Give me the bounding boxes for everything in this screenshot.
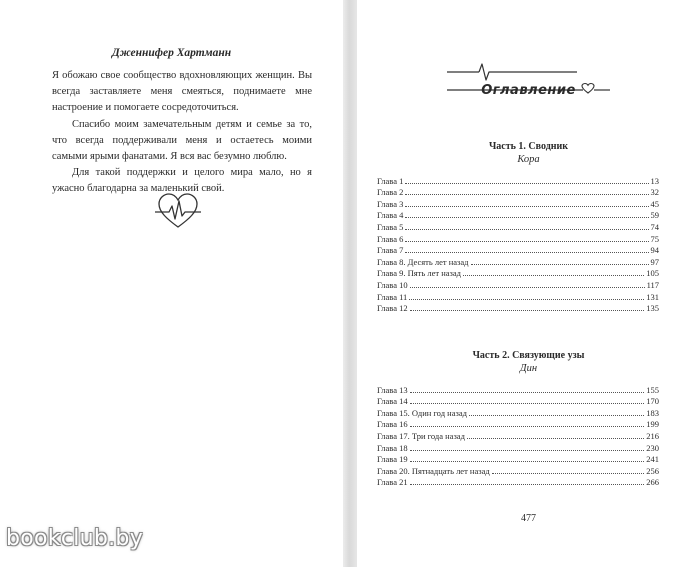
toc-dot-leader xyxy=(405,194,648,195)
toc-entry xyxy=(377,256,659,268)
toc-entry-page: 155 xyxy=(646,384,659,395)
toc-entry-page: 117 xyxy=(646,279,659,290)
toc-dot-leader xyxy=(467,438,644,439)
toc-dot-leader xyxy=(410,310,645,311)
toc-dot-leader xyxy=(410,484,645,485)
toc-entry-label: Глава 4 xyxy=(377,210,404,221)
toc-entry-page: 13 xyxy=(650,175,659,186)
dedication-paragraph: Спасибо моим замечательным детям и семье за то, что всегда поддерживали меня и остаетесь моими самыми ярыми фанатами. Я вся вас безумно люблю. xyxy=(52,118,312,163)
toc-dot-leader xyxy=(405,217,648,218)
toc-entry xyxy=(377,442,659,454)
toc-dot-leader xyxy=(410,426,645,427)
toc-entry-label: Глава 2 xyxy=(377,187,404,198)
toc-dot-leader xyxy=(405,229,648,230)
toc-entry-page: 241 xyxy=(646,454,659,465)
book-gutter xyxy=(343,0,357,567)
toc-entry-label: Глава 14 xyxy=(377,396,408,407)
toc-entry-label: Глава 3 xyxy=(377,198,404,209)
toc-entry xyxy=(377,465,659,477)
toc-entry xyxy=(377,233,659,245)
toc-entry-page: 131 xyxy=(646,291,659,302)
toc-entry xyxy=(377,268,659,280)
toc-entry xyxy=(377,407,659,419)
toc-entry-label: Глава 11 xyxy=(377,291,408,302)
toc-entry-page: 170 xyxy=(646,396,659,407)
toc-entry-label: Глава 18 xyxy=(377,442,408,453)
toc-dot-leader xyxy=(410,403,645,404)
toc-entry xyxy=(377,198,659,210)
part-1-subtitle: Кора xyxy=(517,154,540,165)
toc-entry-label: Глава 21 xyxy=(377,477,408,488)
dedication-paragraph: Я обожаю свое сообщество вдохновляющих женщин. Вы всегда заставляете меня смеяться, поднимаете мне настроение и помогаете сосредоточиться. xyxy=(52,70,312,114)
left-page xyxy=(0,0,343,567)
toc-list-part-2 xyxy=(377,384,659,488)
toc-entry-label: Глава 16 xyxy=(377,419,408,430)
toc-entry-label: Глава 19 xyxy=(377,454,408,465)
toc-entry-label: Глава 10 xyxy=(377,279,408,290)
toc-entry-page: 183 xyxy=(646,407,659,418)
toc-entry-page: 216 xyxy=(646,430,659,441)
bookclub-watermark: bookclub.by xyxy=(6,526,144,551)
toc-entry xyxy=(377,245,659,257)
toc-entry-page: 94 xyxy=(650,245,659,256)
part-2-subtitle: Дин xyxy=(519,363,538,374)
toc-dot-leader xyxy=(471,264,649,265)
toc-entry-label: Глава 12 xyxy=(377,303,408,314)
toc-entry-page: 105 xyxy=(646,268,659,279)
toc-entry xyxy=(377,210,659,222)
toc-entry-page: 59 xyxy=(650,210,659,221)
toc-entry-page: 75 xyxy=(650,233,659,244)
toc-entry xyxy=(377,396,659,408)
toc-dot-leader xyxy=(463,275,644,276)
toc-list-part-1 xyxy=(377,175,659,314)
toc-entry-page: 230 xyxy=(646,442,659,453)
toc-dot-leader xyxy=(410,450,645,451)
page-number: 477 xyxy=(521,513,536,524)
toc-entry-label: Глава 7 xyxy=(377,245,404,256)
toc-dot-leader xyxy=(405,252,648,253)
toc-entry xyxy=(377,430,659,442)
right-page xyxy=(357,0,700,567)
toc-dot-leader xyxy=(492,473,645,474)
toc-entry-label: Глава 5 xyxy=(377,221,404,232)
toc-entry xyxy=(377,419,659,431)
toc-entry xyxy=(377,384,659,396)
toc-entry-label: Глава 15. Один год назад xyxy=(377,407,467,418)
part-2-title: Часть 2. Связующие узы xyxy=(472,350,585,361)
toc-entry xyxy=(377,454,659,466)
toc-dot-leader xyxy=(409,299,644,300)
toc-entry xyxy=(377,477,659,489)
toc-entry-page: 266 xyxy=(646,477,659,488)
toc-dot-leader xyxy=(405,183,648,184)
toc-entry xyxy=(377,221,659,233)
toc-dot-leader xyxy=(410,287,645,288)
toc-entry xyxy=(377,187,659,199)
part-1-title: Часть 1. Сводник xyxy=(488,141,569,152)
toc-entry xyxy=(377,279,659,291)
toc-dot-leader xyxy=(405,206,648,207)
toc-entry-label: Глава 20. Пятнадцать лет назад xyxy=(377,465,490,476)
toc-entry-page: 135 xyxy=(646,303,659,314)
toc-entry-page: 74 xyxy=(650,221,659,232)
toc-entry-label: Глава 9. Пять лет назад xyxy=(377,268,461,279)
toc-entry-label: Глава 8. Десять лет назад xyxy=(377,256,469,267)
toc-entry-label: Глава 13 xyxy=(377,384,408,395)
toc-dot-leader xyxy=(405,241,648,242)
toc-entry xyxy=(377,291,659,303)
toc-entry-label: Глава 17. Три года назад xyxy=(377,430,465,441)
toc-dot-leader xyxy=(410,461,645,462)
toc-entry-page: 45 xyxy=(650,198,659,209)
toc-entry xyxy=(377,175,659,187)
toc-entry-page: 199 xyxy=(646,419,659,430)
author-name: Дженнифер Хартманн xyxy=(111,47,232,59)
toc-dot-leader xyxy=(410,392,645,393)
heartbeat-heart-icon xyxy=(155,192,201,230)
dedication-text xyxy=(52,68,312,198)
toc-entry-page: 32 xyxy=(650,187,659,198)
toc-entry-page: 97 xyxy=(650,256,659,267)
toc-dot-leader xyxy=(469,415,644,416)
toc-entry xyxy=(377,303,659,315)
toc-title: Оглавление xyxy=(481,83,576,98)
toc-entry-label: Глава 1 xyxy=(377,175,404,186)
toc-entry-page: 256 xyxy=(646,465,659,476)
dedication-paragraph: Для такой поддержки и целого мира мало, но я ужасно благодарна за маленький свой. xyxy=(52,167,312,195)
toc-entry-label: Глава 6 xyxy=(377,233,404,244)
